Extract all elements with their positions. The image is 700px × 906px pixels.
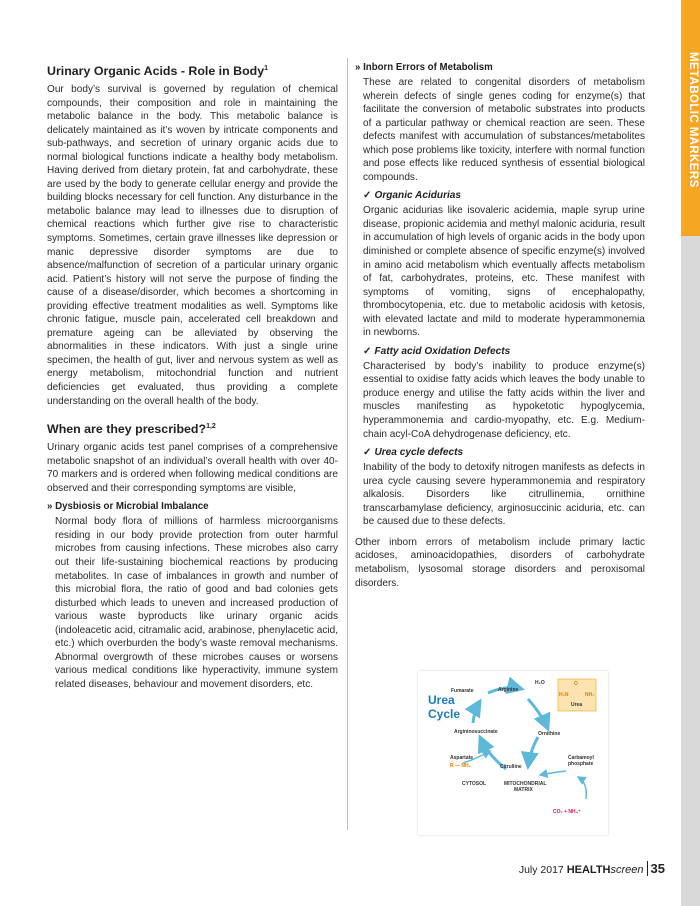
label-h2n: H₂N: [559, 692, 569, 698]
label-co2-nh4: CO₂ + NH₄⁺: [553, 809, 581, 815]
paragraph: Normal body flora of millions of harmless microorganisms residing in our body provide protection from outer harmful microbes from causing infections. These microbes also carry out their life-sustaining biochemical reactions by producing metabolites. In case of imbalances in growth and number of this microbial flora, the ratio of good and bad colonies gets disturbed which leads to uneven and increased production of various waste byproducts like urinary organic acids (indoleacetic acid, citramalic acid, arabinose, phenylacetic acid, etc.) which overburden the body’s waste removal mechanisms. Abnormal overgrowth of these microbes causes or worsens various medical conditions like hyperactivity, immune system related diseases, behaviour and movement disorders, etc.: [55, 516, 338, 690]
diagram-title: Urea Cycle: [428, 693, 461, 721]
label-ornithine: Ornithine: [538, 731, 561, 737]
heading-urinary-organic-acids: Urinary Organic Acids - Role in Body$^1$: [47, 64, 269, 78]
paragraph: Inability of the body to detoxify nitrogen manifests as defects in urea cycle causing severe hyperammonemia and respiratory alkalosis. Disorders like citrullinemia, ornithine transcarbamylase deficiency, arginosuccinic aciduria, etc. can be caused due to these defects.: [363, 462, 645, 528]
label-matrix: MATRIX: [514, 787, 533, 793]
label-urea: Urea: [571, 702, 583, 708]
label-carbamoyl: Carbamoyl: [568, 755, 594, 761]
subheading-urea-cycle: ✓ Urea cycle defects: [363, 447, 464, 459]
magazine-logo: HEALTHscreen: [566, 864, 644, 876]
label-r-nh2: R — NH₂: [450, 763, 471, 769]
column-divider: [347, 58, 348, 830]
checkmark-icon: ✓: [363, 190, 372, 202]
subheading-organic-acidurias: ✓ Organic Acidurias: [363, 190, 462, 202]
label-aspartate: Aspartate: [450, 755, 474, 761]
label-fumarate: Fumarate: [451, 688, 474, 694]
paragraph: Other inborn errors of metabolism include primary lactic acidoses, aminoacidopathies, disorders of carbohydrate metabolism, lysosomal storage disorders and peroxisomal disorders.: [355, 536, 645, 589]
left-column: [47, 58, 338, 691]
label-argininosuccinate: Argininosuccinate: [454, 729, 498, 735]
page-number: 35: [647, 861, 665, 876]
label-h2o: H₂O: [535, 680, 545, 686]
paragraph: Characterised by body’s inability to produce enzyme(s) essential to oxidise fatty acids which leaves the body unable to produce energy and utilise the fatty acids within the liver and muscles manifesting as hypoketotic hypoglycemia, hyperammonemia and cardio-myopathy, etc. E.g. Medium-chain acyl-CoA dehydrogenase deficiency, etc.: [363, 360, 645, 440]
label-citrulline: Citrulline: [500, 764, 522, 770]
subheading-dysbiosis: » Dysbiosis or Microbial Imbalance: [47, 501, 209, 513]
checkmark-icon: ✓: [363, 345, 372, 357]
section-label: METABOLIC MARKERS: [687, 52, 699, 188]
paragraph: These are related to congenital disorders of metabolism wherein defects of single genes coding for enzyme(s) that facilitate the conversion of metabolic substrates into products of a particular pathway or chemical reaction are seen. These defects manifest with accumulation of substances/metabolites which pose problems like toxicity, interfere with normal function and pose effects like reduced synthesis of essential biological compounds.: [363, 77, 645, 183]
label-phosphate: phosphate: [568, 761, 594, 767]
label-arginine: Arginine: [498, 687, 519, 693]
right-column: [355, 58, 645, 590]
paragraph: Urinary organic acids test panel comprises of a comprehensive metabolic snapshot of an individual’s overall health with over 40-70 markers and is ordered when following medical conditions are observed and their corresponding symptoms are visible,: [47, 442, 338, 494]
label-nh2: NH₂: [585, 692, 595, 698]
checkmark-icon: ✓: [363, 447, 372, 459]
label-cytosol: CYTOSOL: [462, 781, 487, 787]
page-footer: [519, 861, 665, 876]
urea-cycle-diagram: [418, 671, 608, 835]
paragraph: Organic acidurias like isovaleric acidemia, maple syrup urine disease, propionic acidemia and methyl malonic aciduria, result in accumulation of high levels of organic acids in the body upon diminished or complete absence of specific enzyme(s) involved in amino acid metabolism which eventually affects metabolism of fat, carbohydrates, proteins, etc. These manifest with symptoms of vomiting, signs of encephalopathy, thrombocytopenia, etc. due to metabolic acidosis with ketosis, with elevated lactate and mild to moderate hyperammonemia in newborns.: [363, 205, 645, 339]
label-o: O: [574, 681, 578, 687]
label-mitochondrial: MITOCHONDRIAL: [504, 781, 547, 787]
subheading-fatty-acid: ✓ Fatty acid Oxidation Defects: [363, 345, 511, 357]
subheading-inborn-errors: » Inborn Errors of Metabolism: [355, 62, 493, 73]
heading-when-prescribed: When are they prescribed?$^{1,2}$: [47, 422, 216, 437]
paragraph: Our body’s survival is governed by regulation of chemical compounds, their composition and role in maintaining the metabolic balance in the body. This metabolic balance is delicately maintained as it’s woven by intricate components and sub-pathways, and secretion of urinary organic acids due to normal biological functions indicate a healthy body metabolism. Having derived from dietary protein, fat and carbohydrate, these are used by the body to generate cellular energy and provide the building blocks necessary for cell function. Any disturbance in the metabolic balance may lead to illnesses due to disruption of chemical reactions which further give rise to characteristic symptoms. Sometimes, certain grave illnesses like depression or manic depressive disorder symptoms are due to absence/malfunction of secretion of a particular urinary organic acid. Patient’s history will not serve the purpose of finding the cause of a disease/disorder, which becomes a shortcoming in providing effective treatment modalities as well. Symptoms like chronic fatigue, muscle pain, accelerated cell breakdown and premature ageing can be alleviated by observing the abnormalities in these indicators. With just a single urine specimen, the health of gut, liver and nervous system as well as energy metabolism, mitochondrial function and nutrient deficiencies get evaluated, thus providing a complete understanding on the overall health of the body.: [47, 84, 338, 407]
footer-date: July 2017: [518, 864, 564, 876]
